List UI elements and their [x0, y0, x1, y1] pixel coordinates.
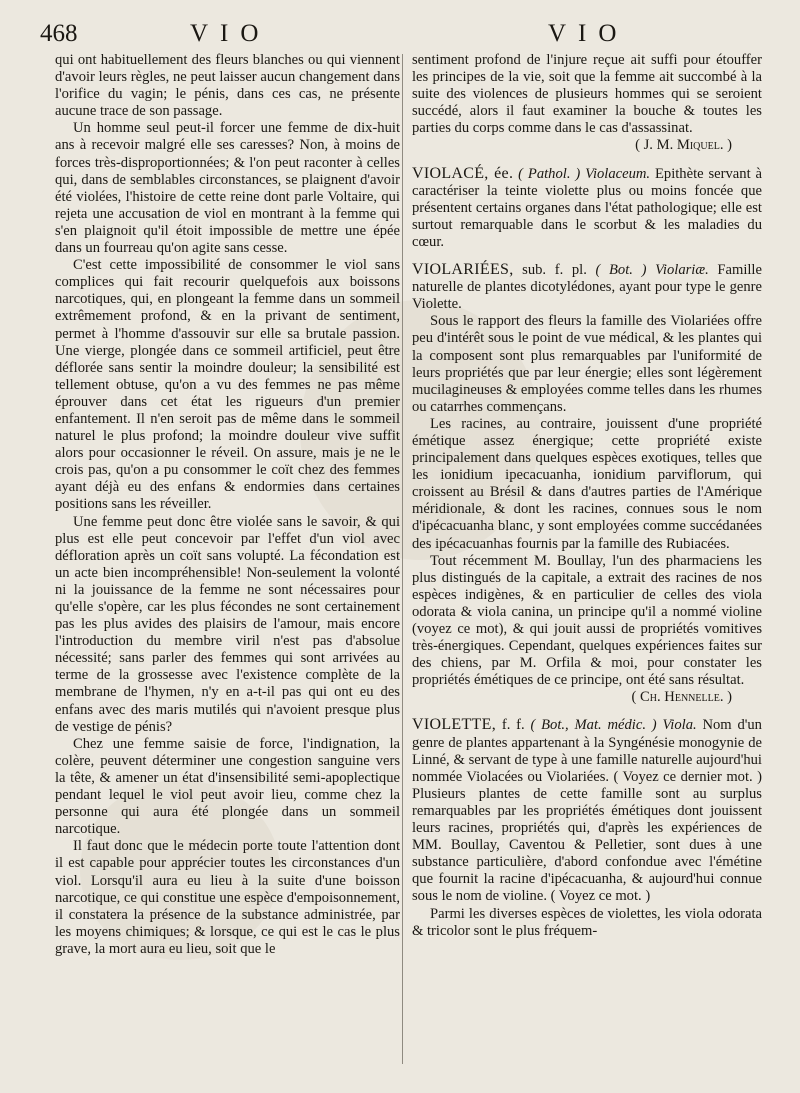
- entry-headword: VIOLETTE,: [412, 716, 497, 734]
- dictionary-entry-violariees: [412, 261, 762, 706]
- entry-domain: ( Pathol. ): [518, 165, 581, 182]
- author-signature: ( Ch. Hennelle. ): [631, 689, 732, 706]
- entry-headword: VIOLACÉ, ée.: [412, 164, 514, 182]
- running-head-left: VIO: [190, 20, 271, 47]
- entry-definition: Nom d'un genre de plantes appartenant à la Syngénésie monogynie de Linné, & servant de type à une famille naturelle aujourd'hui nommée Violacées ou Violariées. ( Voyez ce dernier mot. ) Plusieurs plantes de cette famille sont au surplus remarquables par les propriétés émétiques dont jouissent leurs racines, propriétés qui, d'après les expériences de MM. Boullay, Caventou & Pelletier, sont dues à une substance particulière, d'abord confondue avec l'émétine que fournit la racine d'ipécacuanha, & aujourd'hui connue sous le nom de violine. ( Voyez ce mot. ): [412, 717, 762, 905]
- entry-domain: ( Bot., Mat. médic. ): [530, 717, 657, 734]
- entry-headword: VIOLARIÉES,: [412, 261, 514, 279]
- entry-definition: Famille naturelle de plantes dicotylédones, ayant pour type le genre Violette.: [412, 262, 762, 313]
- entry-latin-name: Violariæ.: [655, 262, 709, 279]
- dictionary-entry-violette: [412, 716, 762, 939]
- column-divider: [402, 54, 403, 1064]
- paragraph: Une femme peut donc être violée sans le savoir, & qui plus est elle peut concevoir par l'effet d'un viol avec défloration après un coït sans volupté. La fécondation est un acte bien incompréhensible! Non-seulement la volonté ni la jouissance de la femme ne sont nécessaires pour qu'elle s'opère, car les plus fécondes ne sont certainement pas les plus avides des plaisirs de l'amour, mais encore l'introduction du membre viril n'est pas d'absolue nécessité; sans parler des femmes qui sont arrivées au terme de la grossesse avec l'existence complète de la membrane de l'hymen, n'y en a-t-il pas qui ont eu des enfans avec des maris mutilés qui n'avoient presque plus de vestige de pénis?: [55, 513, 400, 735]
- paragraph: Chez une femme saisie de force, l'indignation, la colère, peuvent déterminer une congestion sanguine vers la tête, & amener un état d'insensibilité semi-apoplectique pendant lequel le viol peut avoir lieu, comme chez la personne qui aura été plongée dans un sommeil narcotique.: [55, 735, 400, 838]
- author-signature: ( J. M. Miquel. ): [635, 137, 732, 154]
- entry-definition: Epithète servant à caractériser la teinte violette plus ou moins foncée que présentent certains organes dans l'état pathologique; elle est surtout remarquable dans le scorbut & les maladies du cœur.: [412, 165, 763, 250]
- entry-grammar: f. f.: [501, 717, 525, 734]
- page-number: 468: [40, 20, 78, 47]
- paragraph: Sous le rapport des fleurs la famille des Violariées offre peu d'intérêt sous le point de vue médical, & les plantes qui la composent sont plus remarquables par l'uniformité de leurs propriétés que par leur énergie; elles sont légèrement mucilagineuses & employées comme telles dans les rhumes ou catarrhes commençans.: [412, 313, 762, 415]
- page-header: [0, 18, 800, 52]
- paragraph: Les racines, au contraire, jouissent d'une propriété émétique assez énergique; cette propriété existe principalement dans quelques espèces exotiques, telles que les ionidium ipecacuanha, ionidium parviflorum, qui croissent au Brésil & dans d'autres parties de l'Amérique méridionale, & dont les racines, connues sous le nom d'ipécacuanha blanc, y sont employées comme succédanées des ipécacuanhas fournis par la famille des Rubiacées.: [412, 415, 762, 552]
- entry-latin-name: Violaceum.: [585, 165, 651, 182]
- paragraph: Tout récemment M. Boullay, l'un des pharmaciens les plus distingués de la capitale, a extrait des racines de nos espèces indigènes, & en particulier de celles des viola odorata & viola canina, un principe qu'il a nommé violine (voyez ce mot), & qui jouit aussi de propriétés vomitives très-énergiques. Cependant, quelques expériences faites sur des chiens, par M. Orfila & moi, pour constater les propriétés émétiques de ce principe, ont été sans résultat.: [412, 552, 762, 689]
- paragraph: qui ont habituellement des fleurs blanches ou qui viennent d'avoir leurs règles, ne peut laisser aucun changement dans l'orifice du vagin; le pénis, dans ces cas, ne présente aucune trace de son passage.: [55, 52, 400, 120]
- dictionary-entry-violace: [412, 165, 762, 251]
- paragraph: sentiment profond de l'injure reçue ait suffi pour étouffer les principes de la vie, soit que la femme ait succombé à la suite des violences de plusieurs hommes qui se seroient succédé, alors il faut examiner la bouche & toutes les parties du corps comme dans le cas d'assassinat.: [412, 52, 762, 137]
- right-column: [412, 52, 762, 940]
- left-column: [55, 52, 400, 958]
- entry-grammar: sub. f. pl.: [522, 262, 587, 279]
- running-head-right: VIO: [548, 20, 629, 47]
- paragraph: Il faut donc que le médecin porte toute l'attention dont il est capable pour apprécier toutes les circonstances d'un viol. Lorsqu'il aura eu lieu à la suite d'une boisson narcotique, ce qui constitue une espèce d'empoisonnement, il constatera la présence de la substance administrée, par les moyens chimiques; & lorsque, ce qui est le cas le plus grave, la mort aura eu lieu, soit que le: [55, 838, 400, 957]
- entry-latin-name: Viola.: [662, 717, 697, 734]
- entry-domain: ( Bot. ): [595, 262, 647, 279]
- paragraph: Parmi les diverses espèces de violettes, les viola odorata & tricolor sont le plus fréquem-: [412, 905, 762, 939]
- paragraph: Un homme seul peut-il forcer une femme de dix-huit ans à recevoir malgré elle ses caresses? Non, à moins de forces très-disproportionnées; & l'on peut raconter à celles qui, dans de semblables circonstances, se plaignent d'avoir été violées, l'histoire de cette reine dont parle Voltaire, qui rejeta une accusation de viol en montrant à la femme qui s'en plaignoit qu'il étoit impossible de mettre une épée dans un fourreau qu'on agite sans cesse.: [55, 120, 400, 257]
- paragraph: C'est cette impossibilité de consommer le viol sans complices qui fait recourir quelquefois aux boissons narcotiques, qui, en plongeant la femme dans un sommeil extrêmement profond, & en la privant de sentiment, permet à l'homme d'assouvir sur elle sa brutale passion. Une vierge, plongée dans ce sommeil artificiel, peut être déflorée sans sentir la moindre douleur; la sensibilité est tellement obtuse, qu'on a vu des femmes ne pas même éprouver dans cet état les rigueurs d'un premier enfantement. Il n'en seroit pas de même dans le sommeil naturel le plus profond; la moindre douleur vive suffit alors pour occasionner le réveil. On assure, mais je ne le crois pas, qu'on a pu consommer le coït chez des femmes ayant déjà eu des enfans & endormies dans certaines positions sans les réveiller.: [55, 257, 400, 513]
